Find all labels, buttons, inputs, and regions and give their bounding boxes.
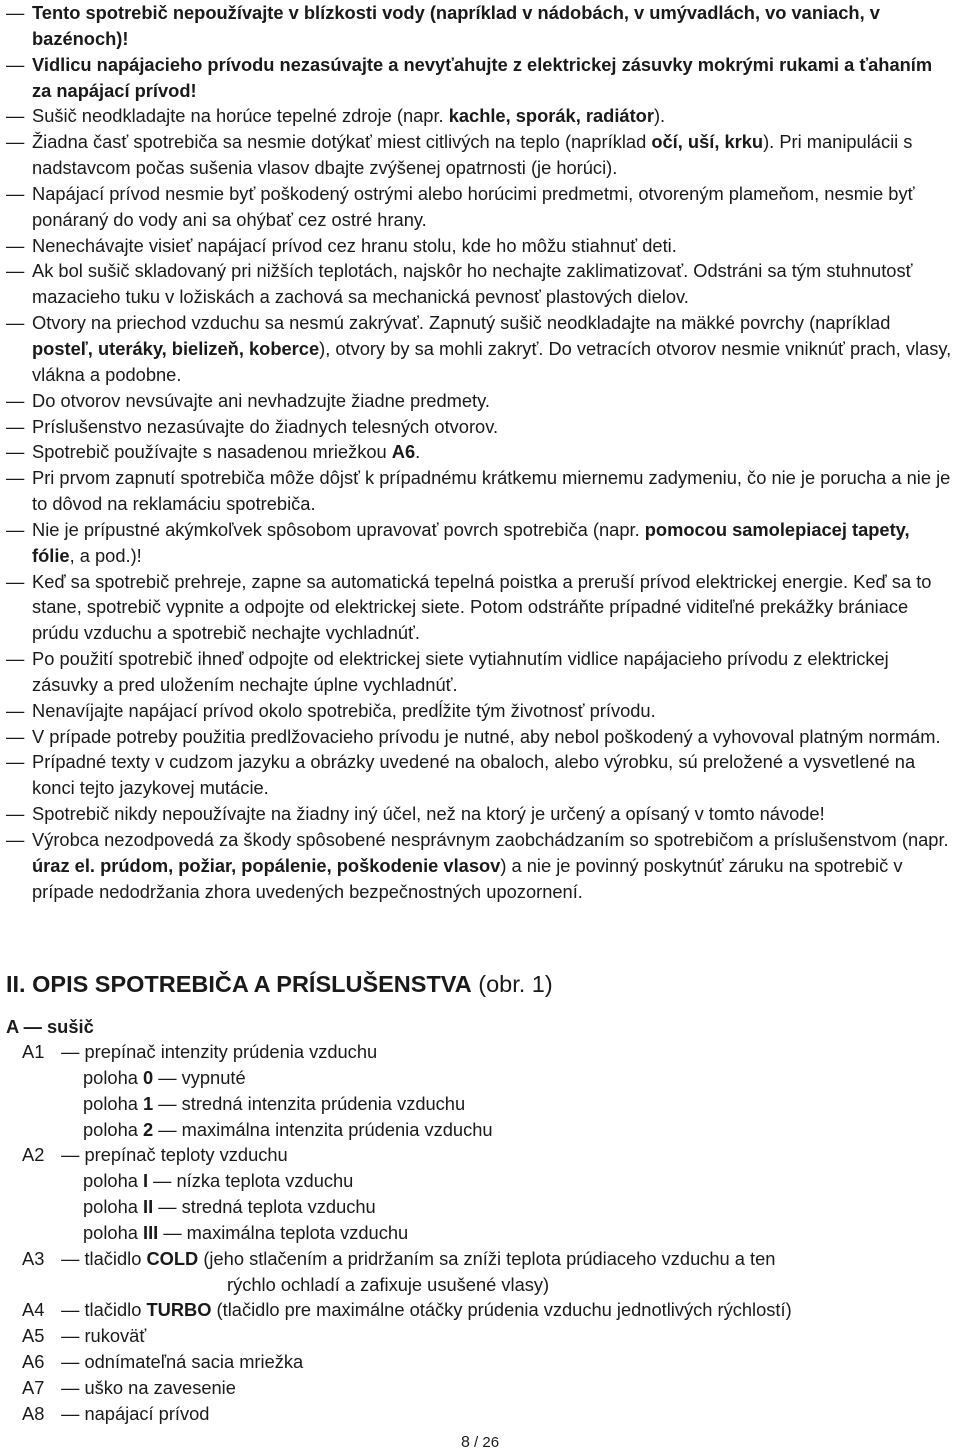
- position-desc: — stredná intenzita prúdenia vzduchu: [153, 1092, 466, 1114]
- part-a3: [22, 1246, 952, 1272]
- warning-item: [6, 569, 956, 647]
- warning-text: Nie je prípustné akýmkoľvek spôsobom upravovať povrch spotrebiča (napr.: [32, 518, 645, 540]
- part-position: [22, 1220, 952, 1246]
- warning-item: [6, 52, 956, 104]
- warning-text: V prípade potreby použitia predlžovacieho prívodu je nutné, aby nebol poškodený a vyhovoval platným normám.: [32, 725, 941, 747]
- warning-text-bold: kachle, sporák, radiátor: [448, 105, 654, 127]
- dash: —: [6, 415, 25, 437]
- part-code: A7: [22, 1376, 45, 1398]
- warning-item: [6, 724, 956, 750]
- section-letter: A: [6, 1016, 19, 1037]
- page-separator: /: [469, 1434, 483, 1451]
- warning-item: [6, 698, 956, 724]
- dash: —: [6, 751, 25, 773]
- warning-item: [6, 465, 956, 517]
- safety-warnings-list: [6, 0, 956, 905]
- dash: —: [6, 389, 25, 411]
- warning-item: [6, 646, 956, 698]
- position-word: poloha: [83, 1066, 143, 1088]
- part-label: napájací prívod: [84, 1402, 210, 1424]
- dash: —: [61, 1247, 80, 1269]
- warning-item: [6, 103, 956, 129]
- part-a3-continued: [22, 1272, 952, 1298]
- warning-item: [6, 258, 956, 310]
- part-code: A5: [22, 1325, 45, 1347]
- warning-text: Otvory na priechod vzduchu sa nesmú zakrývať. Zapnutý sušič neodkladajte na mäkké povrchy (napríklad: [32, 312, 891, 334]
- warning-text-bold: Vidlicu napájacieho prívodu nezasúvajte a nevyťahujte z elektrickej zásuvky mokrými rukami a ťahaním za napájací prívod!: [32, 53, 933, 101]
- part-label: odnímateľná sacia mriežka: [84, 1351, 304, 1373]
- warning-item: [6, 827, 956, 905]
- warning-item: [6, 310, 956, 388]
- part-desc: rýchlo ochladí a zafixuje usušené vlasy): [227, 1273, 550, 1295]
- heading-main: II. OPIS SPOTREBIČA A PRÍSLUŠENSTVA: [6, 971, 472, 997]
- dash: —: [6, 829, 25, 850]
- parts-list: [22, 1039, 952, 1427]
- dash: —: [6, 105, 25, 127]
- warning-item: [6, 439, 956, 465]
- part-position: [22, 1091, 952, 1117]
- warning-text: ). Pri manipulácii s nadstavcom počas sušenia vlasov dbajte zvýšenej opatrnosti (je horúci).: [32, 131, 913, 179]
- dash: —: [61, 1041, 80, 1062]
- position-value: I: [142, 1170, 149, 1192]
- dash: —: [61, 1144, 80, 1166]
- part-a8: [22, 1401, 952, 1427]
- part-label: prepínač intenzity prúdenia vzduchu: [84, 1041, 378, 1062]
- dash: —: [61, 1325, 80, 1347]
- dash: —: [61, 1351, 80, 1373]
- part-code: A1: [22, 1041, 45, 1062]
- position-value: 1: [142, 1092, 154, 1114]
- position-value: 2: [142, 1118, 154, 1140]
- part-code: A8: [22, 1402, 45, 1424]
- warning-item: [6, 129, 956, 181]
- warning-text: Sušič neodkladajte na horúce tepelné zdroje (napr.: [32, 105, 449, 127]
- position-desc: — maximálna intenzita prúdenia vzduchu: [153, 1118, 493, 1140]
- position-value: III: [142, 1221, 159, 1243]
- warning-text: ).: [653, 105, 666, 127]
- warning-text-bold: A6: [391, 441, 416, 463]
- part-label: uško na zavesenie: [84, 1376, 236, 1398]
- part-code: A4: [22, 1299, 45, 1321]
- dash: —: [6, 699, 25, 721]
- total-pages: 26: [482, 1434, 500, 1451]
- position-word: poloha: [83, 1196, 143, 1218]
- dash: —: [6, 518, 25, 540]
- warning-text-bold: Tento spotrebič nepoužívajte v blízkosti vody (napríklad v nádobách, v umývadlách, vo vaniach, v bazénoch)!: [32, 2, 880, 49]
- dash: —: [6, 182, 25, 204]
- page-number: [0, 1434, 960, 1452]
- dash: —: [6, 803, 25, 825]
- dash: —: [6, 2, 25, 23]
- section-name: sušič: [47, 1016, 94, 1037]
- part-desc: (jeho stlačením a pridržaním sa zníži teplota prúdiaceho vzduchu a ten: [198, 1247, 776, 1269]
- part-code: A3: [22, 1247, 45, 1269]
- part-position: [22, 1117, 952, 1143]
- part-label-bold: COLD: [146, 1247, 199, 1269]
- warning-item: [6, 414, 956, 440]
- position-word: poloha: [83, 1221, 143, 1243]
- warning-text: Napájací prívod nesmie byť poškodený ostrými alebo horúcimi predmetmi, otvoreným plameňom, nesmie byť ponáraný do vody ani sa ohýbať cez ostré hrany.: [32, 182, 915, 230]
- position-desc: — nízka teplota vzduchu: [148, 1170, 354, 1192]
- part-label-bold: TURBO: [146, 1299, 212, 1321]
- dash: —: [6, 312, 25, 334]
- warning-text: Pri prvom zapnutí spotrebiča môže dôjsť k prípadnému krátkemu miernemu zadymeniu, čo nie je porucha a nie je to dôvod na reklamáciu spotrebiča.: [32, 467, 951, 515]
- warning-text-bold: posteľ, uteráky, bielizeň, koberce: [32, 337, 320, 359]
- position-desc: — maximálna teplota vzduchu: [158, 1221, 409, 1243]
- position-word: poloha: [83, 1170, 143, 1192]
- warning-text: ) a nie je povinný poskytnúť záruku na spotrebič v prípade nedodržania zhora uvedených bezpečnostných upozornení.: [32, 854, 903, 902]
- part-label: prepínač teploty vzduchu: [84, 1144, 288, 1166]
- position-desc: — stredná teplota vzduchu: [153, 1196, 376, 1218]
- warning-text: ), otvory by sa mohli zakryť. Do vetracích otvorov nesmie vniknúť prach, vlasy, vlákna a podobne.: [32, 337, 952, 385]
- part-position: [22, 1194, 952, 1220]
- dash: —: [23, 1016, 42, 1037]
- dash: —: [61, 1299, 80, 1321]
- warning-text: Spotrebič nikdy nepoužívajte na žiadny iný účel, než na ktorý je určený a opísaný v tomto návode!: [32, 803, 825, 825]
- warning-item: [6, 233, 956, 259]
- part-label: rukoväť: [84, 1325, 147, 1347]
- warning-text: Nenavíjajte napájací prívod okolo spotrebiča, predĺžite tým životnosť prívodu.: [32, 699, 656, 721]
- part-a2: [22, 1142, 952, 1168]
- warning-item: [6, 749, 956, 801]
- warning-text: Ak bol sušič skladovaný pri nižších teplotách, najskôr ho nechajte zaklimatizovať. Odstráni sa tým stuhnutosť mazacieho tuku v ložiskách a zachová sa mechanická pevnosť plastových dielov.: [32, 260, 913, 308]
- heading-figure-ref: (obr. 1): [471, 971, 553, 997]
- warning-text-bold: úraz el. prúdom, požiar, popálenie, poškodenie vlasov: [32, 854, 501, 876]
- part-label: tlačidlo: [84, 1247, 147, 1269]
- warning-item: [6, 0, 956, 52]
- warning-text: Výrobca nezodpovedá za škody spôsobené nesprávnym zaobchádzaním so spotrebičom a príslušenstvom (napr.: [32, 829, 949, 850]
- warning-item: [6, 801, 956, 827]
- position-value: II: [142, 1196, 154, 1218]
- dash: —: [61, 1376, 80, 1398]
- part-code: A2: [22, 1144, 45, 1166]
- position-word: poloha: [83, 1092, 143, 1114]
- dash: —: [6, 441, 25, 463]
- part-position: [22, 1065, 952, 1091]
- warning-text: , a pod.)!: [69, 544, 142, 566]
- position-desc: — vypnuté: [153, 1066, 246, 1088]
- part-a5: [22, 1323, 952, 1349]
- part-a7: [22, 1375, 952, 1401]
- dash: —: [6, 131, 25, 153]
- part-label: tlačidlo: [84, 1299, 147, 1321]
- dash: —: [6, 648, 25, 670]
- dash: —: [6, 725, 25, 747]
- dash: —: [61, 1402, 80, 1424]
- warning-text: Keď sa spotrebič prehreje, zapne sa automatická tepelná poistka a preruší prívod elektrickej energie. Keď sa to stane, spotrebič vypnite a odpojte od elektrickej siete. Potom odstráňte prípadné viditeľné prekážky brániace prúdu vzduchu a spotrebič nechajte vychladnúť.: [32, 570, 932, 644]
- position-value: 0: [142, 1066, 154, 1088]
- part-code: A6: [22, 1351, 45, 1373]
- dash: —: [6, 53, 25, 75]
- warning-text: Po použití spotrebič ihneď odpojte od elektrickej siete vytiahnutím vidlice napájacieho prívodu z elektrickej zásuvky a pred uložením nechajte úplne vychladnúť.: [32, 648, 889, 695]
- section-heading: [6, 969, 553, 999]
- part-a4: [22, 1297, 952, 1323]
- part-desc: (tlačidlo pre maximálne otáčky prúdenia vzduchu jednotlivých rýchlostí): [211, 1299, 792, 1321]
- current-page: 8: [460, 1434, 470, 1451]
- warning-item: [6, 388, 956, 414]
- part-a6: [22, 1349, 952, 1375]
- warning-item: [6, 517, 956, 569]
- part-a1: [22, 1039, 952, 1065]
- warning-text: Do otvorov nevsúvajte ani nevhadzujte žiadne predmety.: [32, 389, 490, 411]
- part-position: [22, 1168, 952, 1194]
- dash: —: [6, 260, 25, 282]
- warning-text: Žiadna časť spotrebiča sa nesmie dotýkať miest citlivých na teplo (napríklad: [32, 131, 652, 153]
- warning-text: Prípadné texty v cudzom jazyku a obrázky uvedené na obaloch, alebo výrobku, sú preložené a vysvetlené na konci tejto jazykovej mutácie.: [32, 751, 916, 799]
- section-label-dryer: [6, 1014, 94, 1040]
- warning-text-bold: očí, uší, krku: [651, 131, 764, 153]
- warning-text: Príslušenstvo nezasúvajte do žiadnych telesných otvorov.: [32, 415, 499, 437]
- position-word: poloha: [83, 1118, 143, 1140]
- dash: —: [6, 570, 25, 592]
- warning-text: .: [415, 441, 421, 463]
- warning-text-bold: pomocou samolepiacej tapety, fólie: [32, 518, 910, 566]
- dash: —: [6, 234, 25, 256]
- warning-text: Spotrebič používajte s nasadenou mriežkou: [32, 441, 392, 463]
- dash: —: [6, 467, 25, 489]
- warning-text: Nenechávajte visieť napájací prívod cez hranu stolu, kde ho môžu stiahnuť deti.: [32, 234, 677, 256]
- warning-item: [6, 181, 956, 233]
